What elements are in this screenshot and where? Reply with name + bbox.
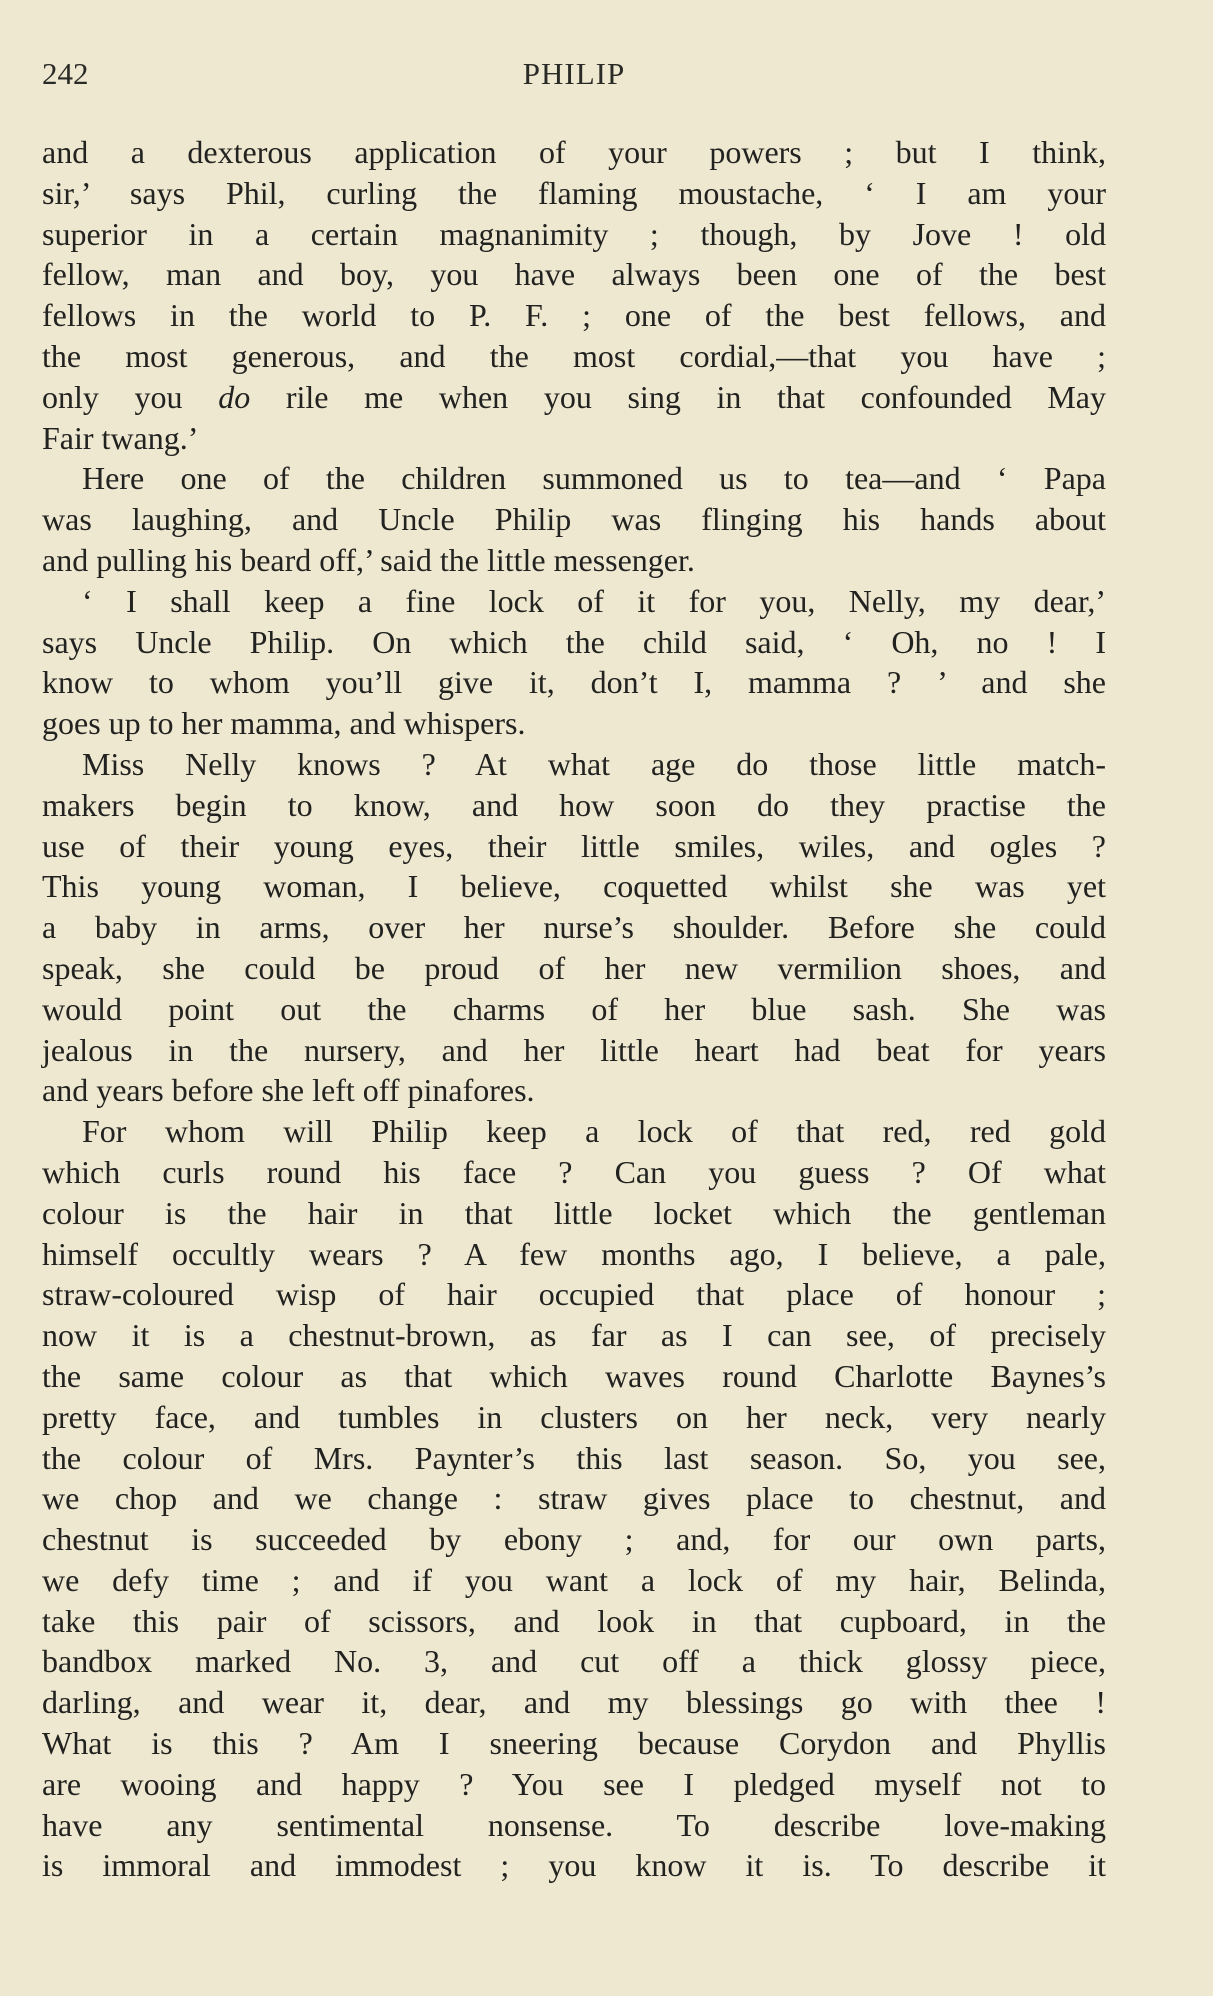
body-text (42, 132, 1106, 1886)
text-line: use of their young eyes, their little smiles, wiles, and ogles ? (42, 827, 1106, 864)
text-line: himself occultly wears ? A few months ago, I believe, a pale, (42, 1235, 1106, 1272)
text-line: goes up to her mamma, and whispers. (42, 705, 526, 742)
text-line: fellows in the world to P. F. ; one of the best fellows, and (42, 297, 1106, 334)
text-line: are wooing and happy ? You see I pledged myself not to (42, 1765, 1106, 1802)
text-line: the most generous, and the most cordial,—that you have ; (42, 337, 1106, 374)
text-line: is immoral and immodest ; you know it is. To describe it (42, 1847, 1106, 1884)
text-line: This young woman, I believe, coquetted whilst she was yet (42, 868, 1106, 905)
text-line: would point out the charms of her blue sash. She was (42, 990, 1106, 1027)
text-line: Miss Nelly knows ? At what age do those little match- (82, 745, 1106, 782)
page-number: 242 (42, 56, 89, 91)
text-line: For whom will Philip keep a lock of that red, red gold (82, 1113, 1106, 1150)
text-line: the same colour as that which waves round Charlotte Baynes’s (42, 1357, 1106, 1394)
text-line: was laughing, and Uncle Philip was flinging his hands about (42, 501, 1106, 538)
text-line: the colour of Mrs. Paynter’s this last season. So, you see, (42, 1439, 1106, 1476)
text-line: darling, and wear it, dear, and my blessings go with thee ! (42, 1684, 1106, 1721)
text-line: take this pair of scissors, and look in that cupboard, in the (42, 1602, 1106, 1639)
text-line: sir,’ says Phil, curling the flaming moustache, ‘ I am your (42, 174, 1106, 211)
text-line: fellow, man and boy, you have always been one of the best (42, 256, 1106, 293)
text-line: makers begin to know, and how soon do they practise the (42, 786, 1106, 823)
text-line: know to whom you’ll give it, don’t I, mamma ? ’ and she (42, 664, 1106, 701)
text-line: speak, she could be proud of her new vermilion shoes, and (42, 949, 1106, 986)
text-line (42, 377, 1106, 418)
text-line: Here one of the children summoned us to tea—and ‘ Papa (82, 460, 1106, 497)
italic-emphasis: do (218, 378, 251, 415)
text-line: have any sentimental nonsense. To describe love-making (42, 1806, 1106, 1843)
page-header (42, 56, 1106, 100)
text-line: chestnut is succeeded by ebony ; and, for our own parts, (42, 1521, 1106, 1558)
text-line: straw-coloured wisp of hair occupied that place of honour ; (42, 1276, 1106, 1313)
text-line: What is this ? Am I sneering because Corydon and Phyllis (42, 1725, 1106, 1762)
text-line: we chop and we change : straw gives place to chestnut, and (42, 1480, 1106, 1517)
text-line: we defy time ; and if you want a lock of my hair, Belinda, (42, 1561, 1106, 1598)
text-line: which curls round his face ? Can you guess ? Of what (42, 1153, 1106, 1190)
text-line: colour is the hair in that little locket which the gentleman (42, 1194, 1106, 1231)
text-line: ‘ I shall keep a fine lock of it for you, Nelly, my dear,’ (82, 582, 1106, 619)
text-segment: only you (42, 378, 219, 415)
text-line: now it is a chestnut-brown, as far as I can see, of precisely (42, 1317, 1106, 1354)
text-line: pretty face, and tumbles in clusters on her neck, very nearly (42, 1398, 1106, 1435)
text-line: superior in a certain magnanimity ; though, by Jove ! old (42, 215, 1106, 252)
text-line: and a dexterous application of your powers ; but I think, (42, 134, 1106, 170)
text-line: says Uncle Philip. On which the child said, ‘ Oh, no ! I (42, 623, 1106, 660)
running-head: PHILIP (522, 56, 626, 91)
text-line: Fair twang.’ (42, 419, 199, 456)
text-line: jealous in the nursery, and her little heart had beat for years (42, 1031, 1106, 1068)
text-line: and pulling his beard off,’ said the little messenger. (42, 541, 695, 578)
text-line: and years before she left off pinafores. (42, 1072, 535, 1109)
text-segment: rile me when you sing in that confounded May (250, 378, 1107, 415)
text-line: bandbox marked No. 3, and cut off a thick glossy piece, (42, 1643, 1106, 1680)
text-line: a baby in arms, over her nurse’s shoulder. Before she could (42, 909, 1106, 946)
